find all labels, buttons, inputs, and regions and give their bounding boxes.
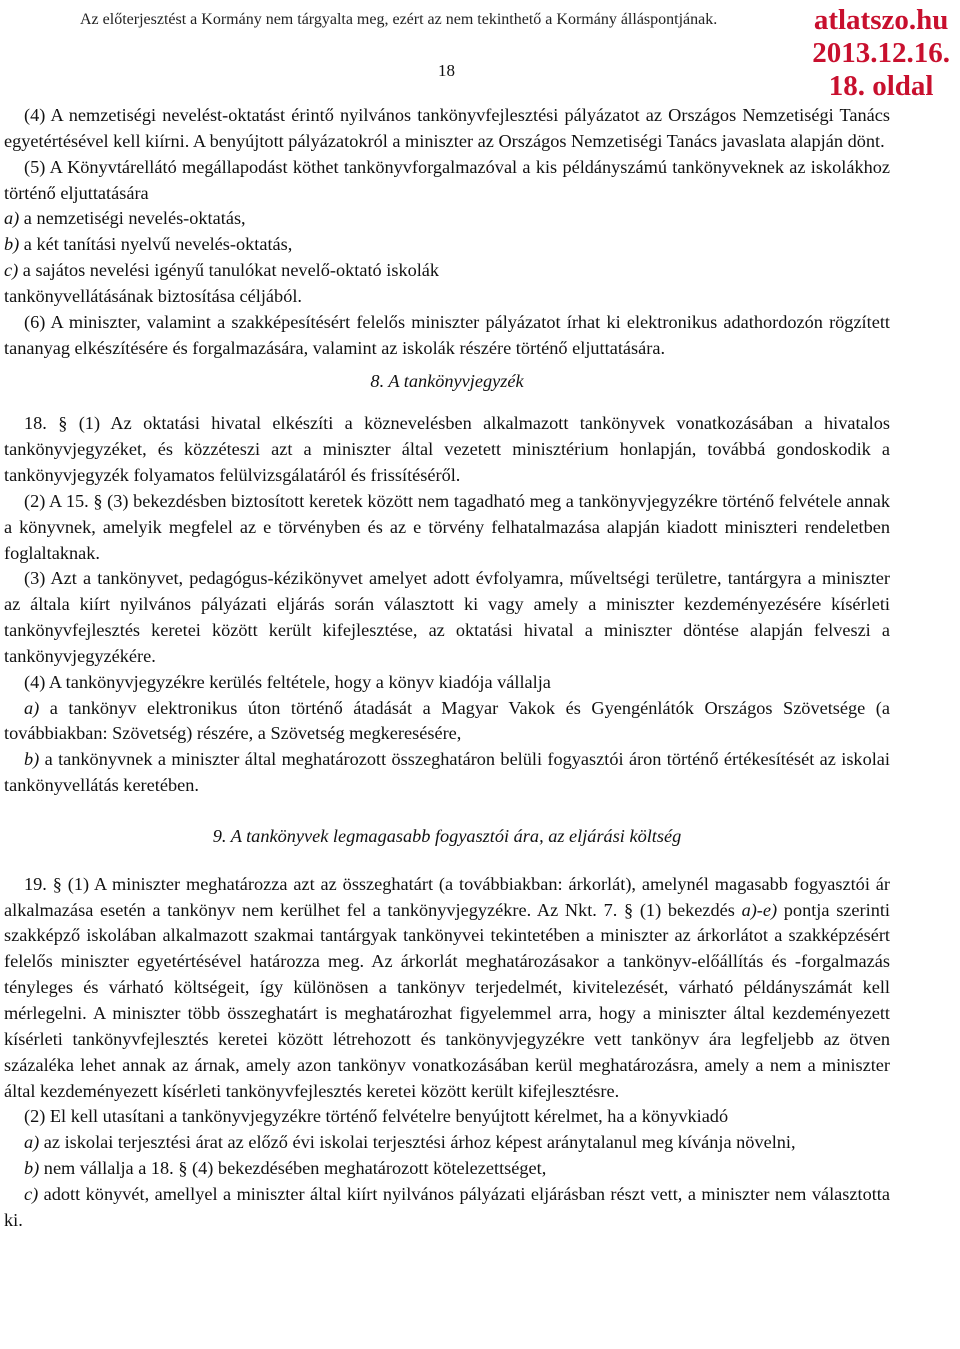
document-body: [4, 103, 890, 1234]
paragraph-19-2: (2) El kell utasítani a tankönyvjegyzékre történő felvételre benyújtott kérelmet, ha a könyvkiadó: [24, 1106, 729, 1127]
list-item-text: a két tanítási nyelvű nevelés-oktatás,: [19, 234, 293, 255]
list-item-18-4-b: [4, 747, 890, 799]
list-item-19-2-a: [4, 1130, 890, 1156]
paragraph-19-1: [4, 872, 890, 1105]
paragraph-text: pontja szerinti szakképző iskolában alkalmazott szakmai tantárgyak tankönyvei tekintetében a miniszter az árkorlátot a szakképzésért felelős miniszter egyetértésével határozza meg. Az árkorlát meghatározásakor a tankönyv-előállítás és -forgalmazás tényleges és várható költségeit, így különösen a tankönyv terjedelmét, kivitelezését, várható példányszámát kell mérlegelni. A miniszter több összeghatárt is meghatározhat figyelemmel arra, hogy a miniszter által kezdeményezett kísérleti tankönyvfejlesztés keretei között létrehozott és tankönyvjegyzékre vett tankönyv ára legfeljebb az ötven százaléka lehet annak az árnak, amely azon tankönyv vonatkozásában kerül meghatározásra, amely a nem a miniszter által kezdeményezett kísérleti tankönyvfejlesztés keretei között került kifejlesztésre.: [4, 899, 890, 1101]
paragraph-17-6: (6) A miniszter, valamint a szakképesítésért felelős miniszter pályázatot írhat ki elektronikus adathordozón rögzített tananyag elkészítésére és forgalmazására, valamint az iskolák részére történő eljuttatására.: [4, 311, 890, 358]
paragraph-18-4: (4) A tankönyvjegyzékre kerülés feltétele, hogy a könyv kiadója vállalja: [24, 671, 551, 692]
disclaimer-header: Az előterjesztést a Kormány nem tárgyalta meg, ezért az nem tekinthető a Kormány álláspontjának.: [80, 11, 718, 28]
list-marker: b): [24, 749, 40, 770]
list-item-a: [4, 206, 890, 232]
paragraph-17-5-end: tankönyvellátásának biztosítása céljából.: [4, 285, 302, 306]
section-heading-9: 9. A tankönyvek legmagasabb fogyasztói ára, az eljárási költség: [212, 825, 682, 846]
paragraph-18-3: (3) Azt a tankönyvet, pedagógus-kézikönyvet amelyet adott évfolyamra, műveltségi területre, tantárgyra a miniszter az általa kiírt nyilvános pályázati eljárás során választott ki vagy amely a miniszter kezdeményezésére kísérleti tankönyvfejlesztés keretei között került kifejlesztése, az oktatási hivatal a miniszter döntése alapján felveszi a tankönyvjegyzékére.: [4, 568, 890, 666]
stamp-date: 2013.12.16.: [812, 37, 950, 69]
list-item-text: a nemzetiségi nevelés-oktatás,: [19, 208, 246, 229]
list-item-text: a tankönyv elektronikus úton történő átadását a Magyar Vakok és Gyengénlátók Országos Szövetsége (a továbbiakban: Szövetség) részére, a Szövetség megkeresésére,: [4, 697, 890, 744]
stamp-site: atlatszo.hu: [813, 4, 949, 36]
list-item-text: adott könyvét, amellyel a miniszter által kiírt nyilvános pályázati eljárásban részt vett, a miniszter nem választotta ki.: [4, 1183, 890, 1230]
list-marker: a)-e): [741, 899, 778, 920]
page-number: 18: [438, 61, 455, 80]
paragraph-17-5: (5) A Könyvtárellátó megállapodást köthet tankönyvforgalmazóval a kis példányszámú tankönyveknek az iskolákhoz történő eljuttatására: [4, 156, 890, 203]
list-marker: c): [24, 1183, 39, 1204]
list-marker: a): [4, 208, 20, 229]
list-marker: a): [24, 697, 40, 718]
section-heading-8: 8. A tankönyvjegyzék: [370, 371, 524, 392]
list-marker: a): [24, 1132, 40, 1153]
watermark-stamp: [812, 4, 950, 103]
list-item-19-2-c: [4, 1182, 890, 1234]
list-item-text: nem vállalja a 18. § (4) bekezdésében meghatározott kötelezettséget,: [39, 1158, 547, 1179]
paragraph-17-4: (4) A nemzetiségi nevelést-oktatást érintő nyilvános tankönyvfejlesztési pályázatot az Országos Nemzetiségi Tanács egyetértésével kell kiírni. A benyújtott pályázatokról a miniszter az Országos Nemzetiségi Tanács javaslata alapján dönt.: [4, 105, 890, 151]
list-marker: b): [4, 234, 20, 255]
list-marker: c): [4, 260, 19, 281]
list-item-19-2-b: [4, 1156, 890, 1182]
list-item-text: a tankönyvnek a miniszter által meghatározott összeghatáron belüli fogyasztói áron történő értékesítését az iskolai tankönyvellátás keretében.: [4, 749, 890, 796]
list-item-b: [4, 232, 890, 258]
paragraph-18-2: (2) A 15. § (3) bekezdésben biztosított keretek között nem tagadható meg a tankönyvjegyzékre történő felvétele annak a könyvnek, amelyik megfelel az e törvényben és az e törvény felhatalmazása alapján kiadott miniszteri rendeletben foglaltaknak.: [4, 490, 890, 563]
list-item-text: a sajátos nevelési igényű tanulókat nevelő-oktató iskolák: [18, 260, 440, 281]
list-item-text: az iskolai terjesztési árat az előző évi iskolai terjesztési árhoz képest aránytalanul meg kívánja növelni,: [39, 1132, 796, 1153]
list-item-c: [4, 258, 890, 284]
stamp-page: 18. oldal: [828, 70, 934, 102]
list-marker: b): [24, 1158, 40, 1179]
paragraph-text: 19. § (1) A miniszter meghatározza azt az összeghatárt (a továbbiakban: árkorlát), amelynél magasabb fogyasztói ár alkalmazása esetén a tankönyv nem kerülhet fel a tankönyvjegyzékre. Az Nkt. 7. § (1) bekezdés: [4, 873, 890, 920]
list-item-18-4-a: [4, 696, 890, 748]
paragraph-18-1: 18. § (1) Az oktatási hivatal elkészíti a köznevelésben alkalmazott tankönyvek vonatkozásában a hivatalos tankönyvjegyzéket, és közzéteszi azt a miniszter által vezetett minisztérium honlapján, továbbá gondoskodik a tankönyvjegyzék folyamatos felülvizsgálatáról és frissítéséről.: [4, 413, 890, 485]
